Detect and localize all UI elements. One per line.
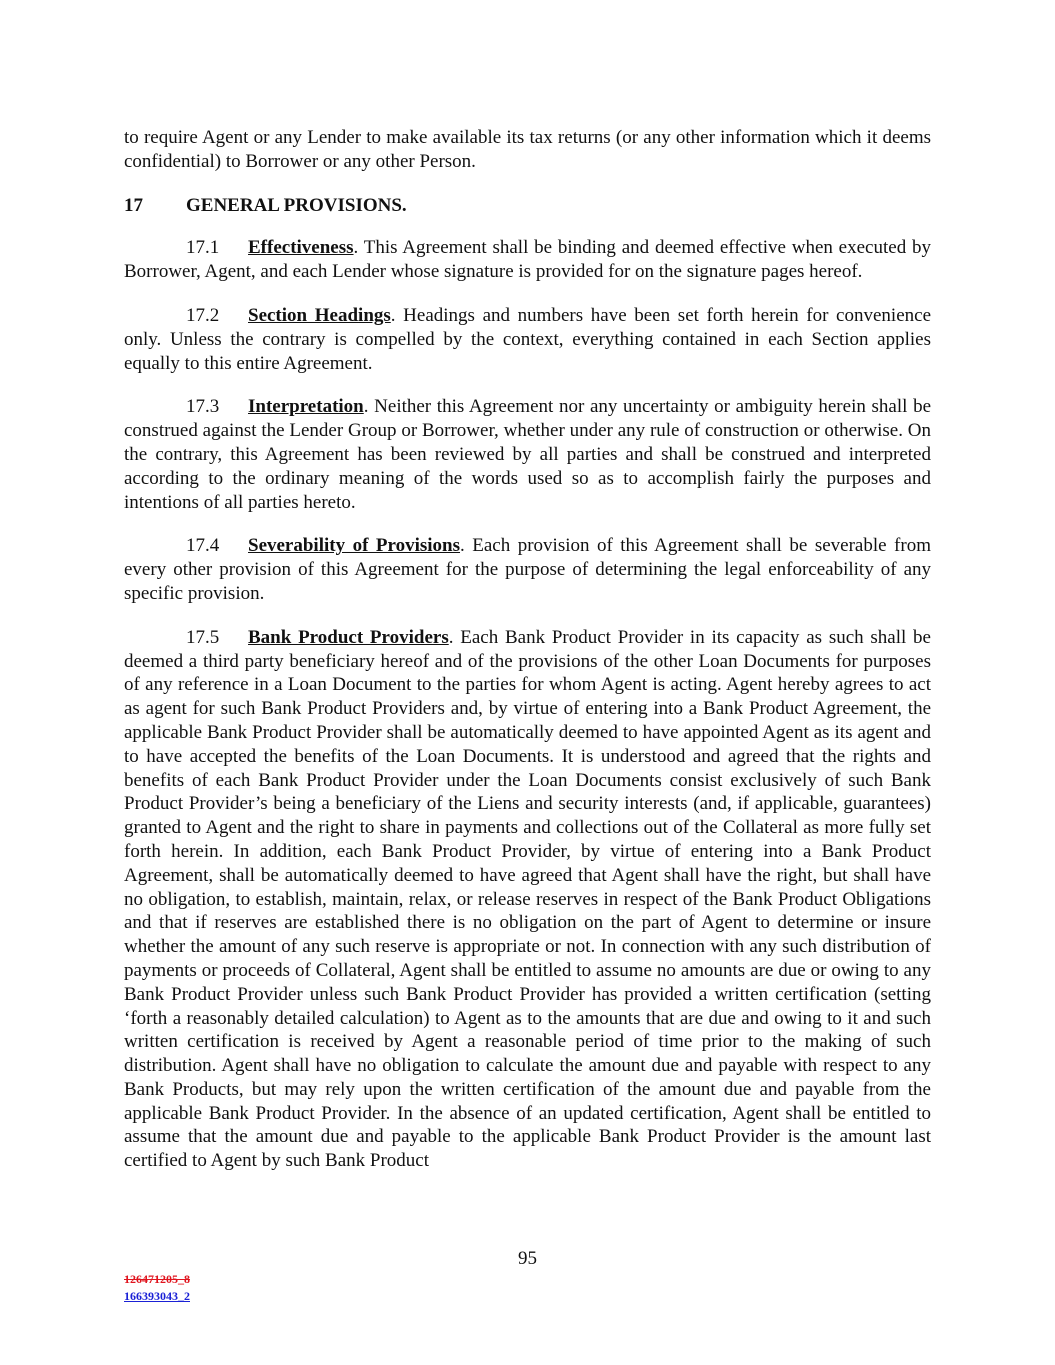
inserted-document-id: 166393043_2 xyxy=(124,1289,190,1303)
section-heading xyxy=(124,194,931,218)
subsection-title: Bank Product Providers xyxy=(248,626,449,648)
subsection-number: 17.4 xyxy=(186,535,220,557)
subsection-number: 17.2 xyxy=(186,304,220,326)
subsection-17-4 xyxy=(124,534,931,605)
subsection-body: . Neither this Agreement nor any uncertainty or ambiguity herein shall be construed against the Lender Group or Borrower, whether under any rule of construction or otherwise. On the contrary, this Agreement has been reviewed by all parties and shall be construed and interpreted according to the ordinary meaning of the words used so as to accomplish fairly the purposes and intentions of all parties hereto. xyxy=(124,396,931,513)
subsection-title: Effectiveness xyxy=(248,237,354,259)
subsection-17-2 xyxy=(124,304,931,375)
subsection-title: Severability of Provisions xyxy=(248,535,461,557)
page-number: 95 xyxy=(518,1248,537,1269)
deleted-document-id: 126471205_8 xyxy=(124,1272,190,1286)
subsection-body: . Headings and numbers have been set forth herein for convenience only. Unless the contrary is compelled by the context, everything contained in each Section applies equally to this entire Agreement. xyxy=(124,304,932,374)
subsection-number: 17.1 xyxy=(186,237,220,259)
subsection-17-3 xyxy=(124,395,931,514)
subsection-body: . Each provision of this Agreement shall be severable from every other provision of this Agreement for the purpose of determining the legal enforceability of any specific provision. xyxy=(124,535,931,604)
section-number: 17 xyxy=(124,194,143,216)
subsection-17-1 xyxy=(124,236,931,284)
continuation-paragraph: to require Agent or any Lender to make available its tax returns (or any other information which it deems confidential) to Borrower or any other Person. xyxy=(124,127,931,172)
subsection-number: 17.5 xyxy=(186,626,220,648)
subsection-body: . This Agreement shall be binding and deemed effective when executed by Borrower, Agent, and each Lender whose signature is provided for on the signature pages hereof. xyxy=(124,237,931,283)
subsection-title: Section Headings xyxy=(248,304,391,326)
subsection-title: Interpretation xyxy=(248,396,364,418)
subsection-17-5 xyxy=(124,626,931,1173)
document-page xyxy=(124,126,931,1193)
subsection-body: . Each Bank Product Provider in its capacity as such shall be deemed a third party beneficiary hereof and of the provisions of the other Loan Documents for purposes of any reference in a Loan Document to the parties for whom Agent is acting. Agent hereby agrees to act as agent for such Bank Product Providers and, by virtue of entering into a Bank Product Agreement, the applicable Bank Product Provider shall be automatically deemed to have appointed Agent as its agent and to have accepted the benefits of the Loan Documents. It is understood and agreed that the rights and benefits of each Bank Product Provider under the Loan Documents consist exclusively of such Bank Product Provider’s being a beneficiary of the Liens and security interests (and, if applicable, guarantees) granted to Agent and the right to share in payments and collections out of the Collateral as more fully set forth herein. In addition, each Bank Product Provider, by virtue of entering into a Bank Product Agreement, shall be automatically deemed to have agreed that Agent shall have the right, but shall have no obligation, to establish, maintain, relax, or release reserves in respect of the Bank Product Obligations and that if reserves are established there is no obligation on the part of Agent to determine or insure whether the amount of any such reserve is appropriate or not. In connection with any such distribution of payments or proceeds of Collateral, Agent shall be entitled to assume no amounts are due or owing to any Bank Product Provider unless such Bank Product Provider has provided a written certification (setting ‘forth a reasonably detailed calculation) to Agent as to the amounts that are due and owing to it and such written certification is received by Agent a reasonable period of time prior to the making of such distribution. Agent shall have no obligation to calculate the amount due and payable with respect to any Bank Products, but may rely upon the written certification of the amount due and payable from the applicable Bank Product Provider. In the absence of an updated certification, Agent shall be entitled to assume that the amount due and payable to the applicable Bank Product Provider is the amount last certified to Agent by such Bank Product xyxy=(124,626,931,1172)
subsection-number: 17.3 xyxy=(186,396,220,418)
section-title: GENERAL PROVISIONS. xyxy=(186,194,407,216)
